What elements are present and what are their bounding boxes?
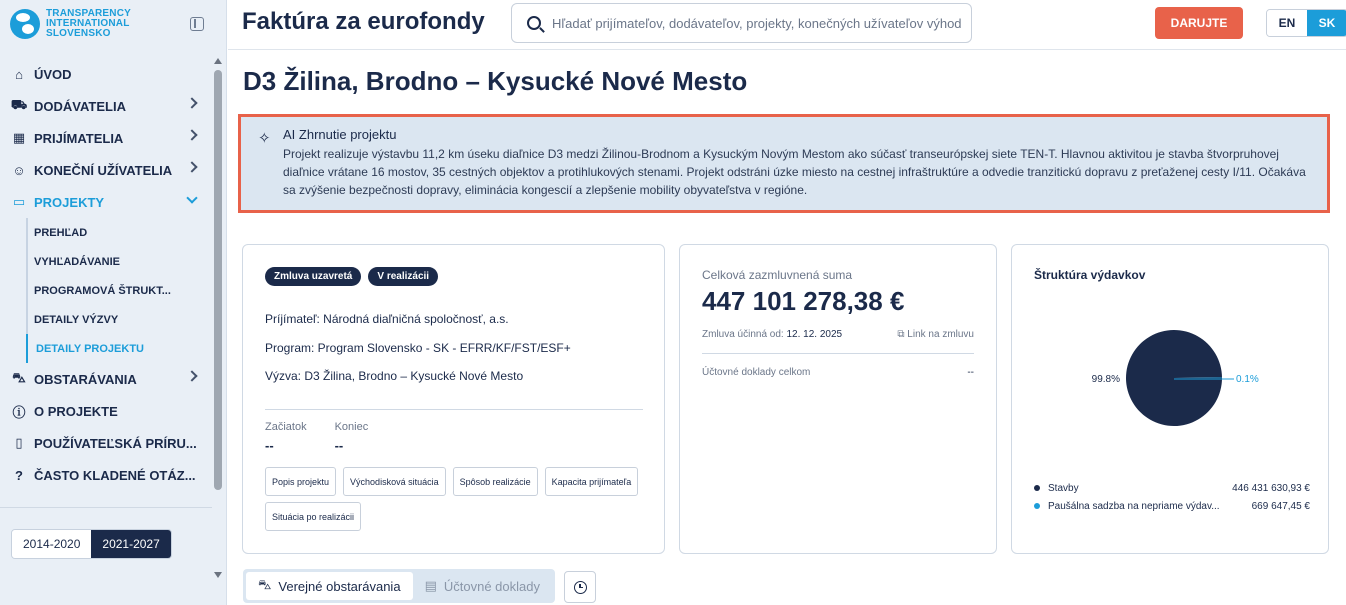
status-badge: Zmluva uzavretá [265,267,361,286]
info-icon: ⓘ [12,404,26,420]
sidebar-item-konecni-uzivatelia[interactable] [0,154,212,186]
status-badges [265,267,438,286]
truck-icon: ⛟ [10,97,28,112]
tab-label: Verejné obstarávania [278,578,401,594]
chevron-right-icon [186,97,197,108]
program-text[interactable]: Program: Program Slovensko - SK - EFRR/KF/FST/ESF+ [265,341,571,355]
start-date [265,421,307,453]
legend-label: Stavby [1048,482,1079,494]
home-icon: ⌂ [15,66,23,82]
scroll-down-arrow-icon[interactable] [214,572,222,578]
search-placeholder: Hľadať prijímateľov, dodávateľov, projekty, konečných užívateľov výhod [552,15,962,31]
sparkles-icon: ✧ [258,130,271,147]
sidebar-item-label: OBSTARÁVANIA [34,371,137,387]
search-icon [527,16,541,30]
projects-icon: ▭ [12,194,26,209]
tab-uctovne-doklady[interactable] [413,572,552,600]
sidebar [0,0,227,605]
popis-projektu-button[interactable]: Popis projektu [265,467,336,496]
donate-button[interactable]: DARUJTE [1155,7,1243,39]
legend-value: 669 647,45 € [1251,500,1310,512]
end-date-value: -- [334,438,344,453]
sidebar-item-label: DODÁVATELIA [34,98,126,114]
pie-percent-label: 0.1% [1236,374,1259,385]
logo[interactable] [10,9,131,39]
sidebar-item-o-projekte[interactable] [0,395,212,427]
legend-value: 446 431 630,93 € [1232,482,1310,494]
sidebar-item-label: PROJEKTY [34,194,105,210]
legend-dot-icon [1034,503,1040,509]
legend-dot-icon [1034,485,1040,491]
vychodiskova-situacia-button[interactable]: Východisková situácia [343,467,446,496]
cart-icon: ⛍ [258,577,272,592]
ai-summary-title: AI Zhrnutie projektu [283,127,397,142]
period-2014-2020-button[interactable]: 2014-2020 [12,530,91,558]
sidebar-subitem-vyhladavanie[interactable]: VYHĽADÁVANIE [34,255,120,268]
sidebar-item-uvod[interactable] [0,58,212,90]
search-input[interactable] [511,3,972,43]
end-date-label: Koniec [334,421,369,433]
call-text[interactable]: Výzva: D3 Žilina, Brodno – Kysucké Nové Mesto [265,369,524,383]
page-title: D3 Žilina, Brodno – Kysucké Nové Mesto [243,66,748,96]
chevron-down-icon [186,192,197,203]
sidebar-item-label: ČASTO KLADENÉ OTÁZ... [34,467,196,483]
project-dates [265,421,368,453]
contract-effective [702,329,842,340]
project-info-card [242,244,665,554]
recipient-text[interactable]: Príjímateľ: Národná diaľničná spoločnosť, a.s. [265,312,509,326]
tab-bar [243,569,555,603]
building-icon: ▦ [12,130,26,145]
sidebar-item-dodavatelia[interactable] [0,90,212,122]
cart-icon: ⛍ [12,370,26,385]
logo-text [46,9,131,39]
effective-date: 12. 12. 2025 [786,329,843,340]
start-date-value: -- [265,438,274,453]
period-2021-2027-button[interactable]: 2021-2027 [91,530,170,558]
sidebar-item-label: O PROJEKTE [34,403,118,419]
logo-line: TRANSPARENCY [46,8,131,19]
contract-link-label: Link na zmluvu [907,329,974,340]
users-icon: ☺ [12,162,26,178]
chart-title: Štruktúra výdavkov [1034,268,1146,282]
sidebar-scrollbar[interactable] [214,70,222,490]
chevron-right-icon [186,129,197,140]
legend-label: Paušálna sadzba na nepriame výdav... [1048,500,1220,512]
sidebar-item-obstaravania[interactable] [0,363,212,395]
logo-line: SLOVENSKO [46,28,111,39]
header [228,0,1346,50]
period-switch [11,529,172,559]
sidebar-divider [0,507,212,508]
sidebar-item-faq[interactable] [0,459,212,491]
sidebar-subitem-detaily-projektu[interactable]: DETAILY PROJEKTU [26,334,212,363]
ai-summary-panel [238,114,1330,213]
sidebar-item-label: PRIJÍMATELIA [34,130,124,146]
tab-label: Účtovné doklady [443,578,540,594]
sidebar-item-prijimatelia[interactable] [0,122,212,154]
pie-chart [1052,320,1292,440]
sum-label: Celková zazmluvnená suma [702,268,853,282]
globe-logo-icon [10,9,40,39]
status-badge: V realizácii [368,267,438,286]
sidebar-subitem-detaily-vyzvy[interactable]: DETAILY VÝZVY [34,313,119,326]
sidebar-item-pouzivatelska-prirucka[interactable] [0,427,212,459]
clock-icon [574,581,587,594]
book-icon: ▯ [15,435,23,450]
sidebar-item-label: POUŽÍVATEĽSKÁ PRÍRU... [34,435,197,451]
lang-en-button[interactable]: EN [1267,10,1307,36]
divider [702,353,974,354]
sidebar-item-label: KONEČNÍ UŽÍVATELIA [34,162,173,178]
document-icon: ▤ [424,578,437,593]
kapacita-prijimatela-button[interactable]: Kapacita prijímateľa [545,467,639,496]
divider [265,409,643,410]
language-switch [1266,9,1346,37]
pie-percent-label: 99.8% [1091,374,1120,385]
sidebar-item-label: ÚVOD [34,66,72,82]
end-date [335,421,369,453]
sidebar-subitem-programova-struktura[interactable]: PROGRAMOVÁ ŠTRUKT... [34,284,171,297]
sidebar-nav [0,58,212,491]
legend-item[interactable] [1034,479,1310,497]
docs-total-label: Účtovné doklady celkom [702,367,811,378]
effective-label: Zmluva účinná od: [702,329,784,340]
sidebar-subitem-prehlad[interactable]: PREHĽAD [34,226,88,239]
legend-item[interactable] [1034,497,1310,515]
collapse-sidebar-icon[interactable] [190,17,204,31]
start-date-label: Začiatok [265,421,307,433]
description-buttons [265,467,655,531]
tab-verejne-obstaravania[interactable] [246,572,413,600]
chart-legend [1034,479,1310,515]
chevron-right-icon [186,370,197,381]
logo-line: INTERNATIONAL [46,18,130,29]
lang-sk-button[interactable]: SK [1307,10,1346,36]
external-link-icon: ⧉ [897,329,905,340]
app-title[interactable]: Faktúra za eurofondy [242,8,485,35]
question-icon: ? [15,467,23,483]
expense-structure-card [1011,244,1329,554]
sum-value: 447 101 278,38 € [702,286,905,316]
chevron-right-icon [186,161,197,172]
docs-total-value: -- [967,367,974,378]
projekty-submenu [26,218,212,363]
sidebar-item-projekty[interactable] [0,186,212,218]
situacia-po-realizacii-button[interactable]: Situácia po realizácii [265,502,361,531]
contract-sum-card [679,244,997,554]
sposob-realizacie-button[interactable]: Spôsob realizácie [453,467,538,496]
scroll-up-arrow-icon[interactable] [214,58,222,64]
ai-summary-text: Projekt realizuje výstavbu 11,2 km úseku diaľnice D3 medzi Žilinou-Brodnom a Kysuckým Novým Mestom ako súčasť transeurópskej siete TEN-T. Hlavnou aktivitou je stavba štvorpruhovej diaľnice vrátane 16 mostov, 35 cestných objektov a protihlukových stenami. Projekt odstráni úzke miesto na cestnej infraštruktúre a odvedie tranzitickú dopravu z preťaženej cesty I/11. Očakáva sa zvýšenie bezpečnosti dopravy, eliminácia kongescií a zlepšenie mobility obyvateľstva v regióne. [283,147,1306,197]
contract-link[interactable] [897,329,974,340]
history-button[interactable] [564,571,596,603]
